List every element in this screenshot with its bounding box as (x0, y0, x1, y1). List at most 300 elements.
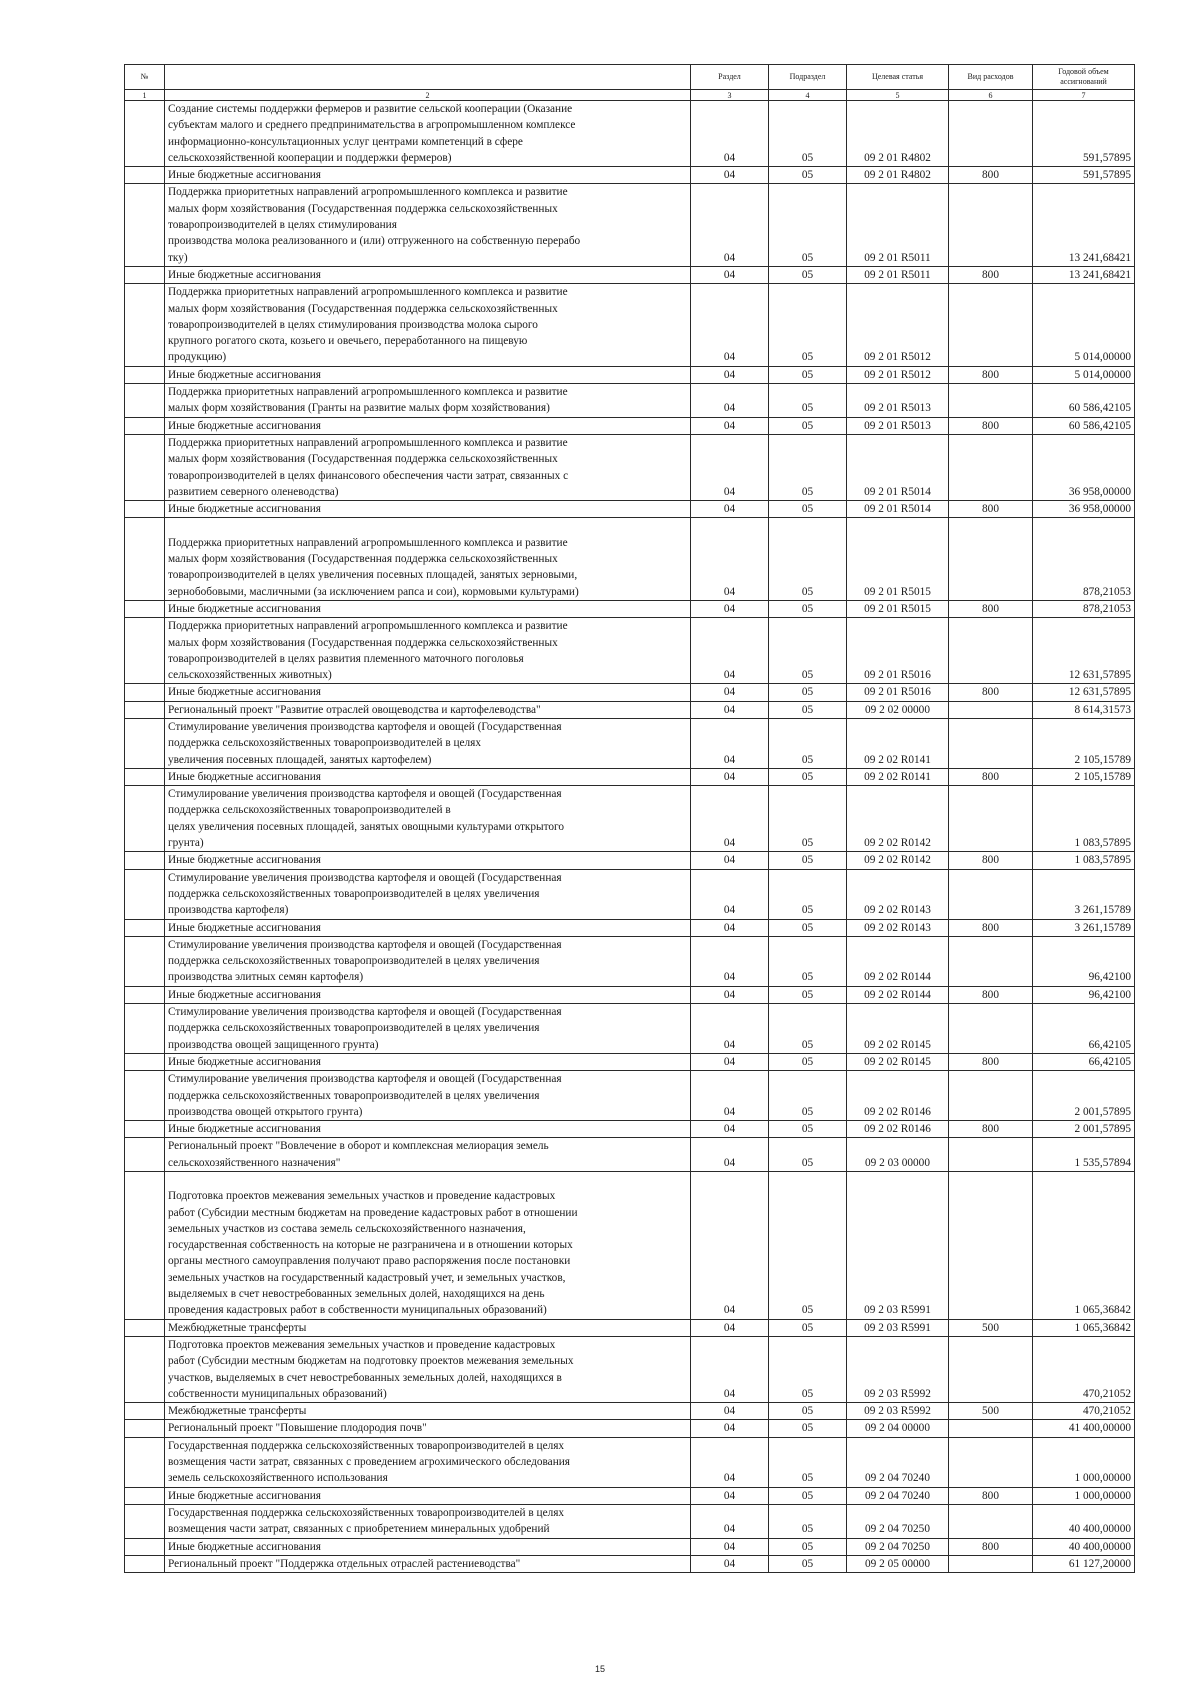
row-number-cell (125, 684, 165, 701)
row-name-cell: Иные бюджетные ассигнования (165, 1487, 691, 1504)
row-vid-cell (949, 1138, 1033, 1172)
row-podrazdel-cell: 05 (769, 366, 847, 383)
row-vid-cell: 800 (949, 417, 1033, 434)
row-amount-cell: 66,42105 (1033, 1004, 1135, 1054)
row-razdel-cell: 04 (691, 384, 769, 418)
row-podrazdel-cell: 05 (769, 1403, 847, 1420)
table-row (125, 1319, 1135, 1336)
row-target-cell: 09 2 01 R5015 (847, 518, 949, 600)
row-target-cell: 09 2 01 R5015 (847, 600, 949, 617)
table-row (125, 936, 1135, 986)
row-razdel-cell: 04 (691, 869, 769, 919)
row-target-cell: 09 2 01 R5013 (847, 417, 949, 434)
row-number-cell (125, 1336, 165, 1402)
row-vid-cell: 800 (949, 600, 1033, 617)
header-razdel: Раздел (691, 65, 769, 90)
row-name-cell: Создание системы поддержки фермеров и развитие сельской кооперации (Оказание субъектам малого и среднего предпринимательства в агропромышленном комплексе информационно-консультационных услуг центрами компетенций в сфере сельскохозяйственной кооперации и поддержки фермеров) (165, 101, 691, 167)
row-amount-cell: 61 127,20000 (1033, 1555, 1135, 1572)
table-row (125, 266, 1135, 283)
row-podrazdel-cell: 05 (769, 1487, 847, 1504)
row-podrazdel-cell: 05 (769, 1053, 847, 1070)
row-name-cell: Подготовка проектов межевания земельных участков и проведение кадастровых работ (Субсидии местным бюджетам на подготовку проектов межевания земельных участков, выделяемых в счет невостребованных земельных долей, находящихся в собственности муниципальных образований) (165, 1336, 691, 1402)
row-podrazdel-cell: 05 (769, 768, 847, 785)
row-name-cell: Государственная поддержка сельскохозяйственных товаропроизводителей в целях возмещения части затрат, связанных с проведением агрохимического обследования земель сельскохозяйственного использования (165, 1437, 691, 1487)
row-vid-cell (949, 936, 1033, 986)
row-podrazdel-cell: 05 (769, 434, 847, 500)
table-row (125, 1504, 1135, 1538)
row-amount-cell: 60 586,42105 (1033, 417, 1135, 434)
row-target-cell: 09 2 02 00000 (847, 701, 949, 718)
header-num-5: 5 (847, 90, 949, 101)
table-row (125, 1138, 1135, 1172)
row-name-cell: Иные бюджетные ассигнования (165, 1053, 691, 1070)
row-razdel-cell: 04 (691, 101, 769, 167)
row-name-cell: Региональный проект "Вовлечение в оборот и комплексная мелиорация земель сельскохозяйственного назначения" (165, 1138, 691, 1172)
table-row (125, 1071, 1135, 1121)
row-number-cell (125, 384, 165, 418)
row-vid-cell: 800 (949, 919, 1033, 936)
row-number-cell (125, 768, 165, 785)
row-target-cell: 09 2 04 70250 (847, 1538, 949, 1555)
row-podrazdel-cell: 05 (769, 618, 847, 684)
row-razdel-cell: 04 (691, 1487, 769, 1504)
row-podrazdel-cell: 05 (769, 786, 847, 852)
row-name-cell: Государственная поддержка сельскохозяйственных товаропроизводителей в целях возмещения части затрат, связанных с приобретением минеральных удобрений (165, 1504, 691, 1538)
table-row (125, 101, 1135, 167)
row-number-cell (125, 266, 165, 283)
table-header (125, 65, 1135, 101)
row-vid-cell: 500 (949, 1403, 1033, 1420)
row-target-cell: 09 2 02 R0144 (847, 936, 949, 986)
table-row (125, 1172, 1135, 1320)
row-number-cell (125, 600, 165, 617)
row-number-cell (125, 1437, 165, 1487)
table-row (125, 184, 1135, 266)
row-amount-cell: 470,21052 (1033, 1403, 1135, 1420)
row-vid-cell: 800 (949, 1053, 1033, 1070)
row-target-cell: 09 2 02 R0143 (847, 919, 949, 936)
row-amount-cell: 2 105,15789 (1033, 718, 1135, 768)
row-number-cell (125, 1487, 165, 1504)
table-row (125, 167, 1135, 184)
row-amount-cell: 12 631,57895 (1033, 684, 1135, 701)
row-amount-cell: 5 014,00000 (1033, 284, 1135, 366)
budget-table-sheet (124, 64, 1134, 1573)
row-podrazdel-cell: 05 (769, 101, 847, 167)
row-razdel-cell: 04 (691, 1053, 769, 1070)
row-razdel-cell: 04 (691, 167, 769, 184)
row-podrazdel-cell: 05 (769, 384, 847, 418)
row-podrazdel-cell: 05 (769, 1121, 847, 1138)
row-amount-cell: 2 001,57895 (1033, 1121, 1135, 1138)
row-podrazdel-cell: 05 (769, 701, 847, 718)
row-number-cell (125, 869, 165, 919)
row-vid-cell: 800 (949, 266, 1033, 283)
row-name-cell: Стимулирование увеличения производства картофеля и овощей (Государственная поддержка сельскохозяйственных товаропроизводителей в целях увеличения производства овощей защищенного грунта) (165, 1004, 691, 1054)
row-target-cell: 09 2 01 R5011 (847, 266, 949, 283)
row-number-cell (125, 184, 165, 266)
row-name-cell: Поддержка приоритетных направлений агропромышленного комплекса и развитие малых форм хозяйствования (Государственная поддержка сельскохозяйственных товаропроизводителей в целях финансового обеспечения части затрат, связанных с развитием северного оленеводства) (165, 434, 691, 500)
row-razdel-cell: 04 (691, 284, 769, 366)
table-row (125, 366, 1135, 383)
row-podrazdel-cell: 05 (769, 684, 847, 701)
table-row (125, 718, 1135, 768)
row-razdel-cell: 04 (691, 501, 769, 518)
row-target-cell: 09 2 02 R0144 (847, 986, 949, 1003)
row-razdel-cell: 04 (691, 919, 769, 936)
row-vid-cell (949, 434, 1033, 500)
row-target-cell: 09 2 05 00000 (847, 1555, 949, 1572)
row-vid-cell (949, 1504, 1033, 1538)
table-row (125, 501, 1135, 518)
row-number-cell (125, 1403, 165, 1420)
table-row (125, 1437, 1135, 1487)
row-vid-cell (949, 1420, 1033, 1437)
row-amount-cell: 12 631,57895 (1033, 618, 1135, 684)
row-name-cell: Иные бюджетные ассигнования (165, 986, 691, 1003)
row-podrazdel-cell: 05 (769, 1504, 847, 1538)
row-name-cell: Поддержка приоритетных направлений агропромышленного комплекса и развитие малых форм хозяйствования (Государственная поддержка сельскохозяйственных товаропроизводителей в целях развития племенного маточного поголовья сельскохозяйственных животных) (165, 618, 691, 684)
row-name-cell: Иные бюджетные ассигнования (165, 501, 691, 518)
row-vid-cell (949, 1336, 1033, 1402)
row-razdel-cell: 04 (691, 936, 769, 986)
row-podrazdel-cell: 05 (769, 1336, 847, 1402)
row-name-cell: Иные бюджетные ассигнования (165, 1538, 691, 1555)
row-number-cell (125, 518, 165, 600)
table-row (125, 600, 1135, 617)
row-razdel-cell: 04 (691, 718, 769, 768)
row-number-cell (125, 101, 165, 167)
row-number-cell (125, 618, 165, 684)
table-row (125, 1538, 1135, 1555)
header-amount: Годовой объем ассигнований (1033, 65, 1135, 90)
row-amount-cell: 36 958,00000 (1033, 501, 1135, 518)
row-vid-cell (949, 1004, 1033, 1054)
row-razdel-cell: 04 (691, 417, 769, 434)
row-podrazdel-cell: 05 (769, 986, 847, 1003)
row-razdel-cell: 04 (691, 1336, 769, 1402)
row-number-cell (125, 718, 165, 768)
row-number-cell (125, 1138, 165, 1172)
row-number-cell (125, 786, 165, 852)
row-target-cell: 09 2 01 R5014 (847, 434, 949, 500)
table-row (125, 701, 1135, 718)
row-amount-cell: 66,42105 (1033, 1053, 1135, 1070)
row-amount-cell: 96,42100 (1033, 986, 1135, 1003)
row-name-cell: Региональный проект "Поддержка отдельных отраслей растениеводства" (165, 1555, 691, 1572)
row-vid-cell (949, 718, 1033, 768)
table-row (125, 852, 1135, 869)
row-target-cell: 09 2 03 R5992 (847, 1403, 949, 1420)
row-target-cell: 09 2 01 R5013 (847, 384, 949, 418)
table-row (125, 684, 1135, 701)
row-vid-cell (949, 618, 1033, 684)
row-number-cell (125, 417, 165, 434)
row-name-cell: Подготовка проектов межевания земельных участков и проведение кадастровых работ (Субсидии местным бюджетам на проведение кадастровых работ в отношении земельных участков из состава земель сельскохозяйственного назначения, государственная собственность на которые не разграничена и в отношении которых органы местного самоуправления получают право распоряжения после постановки земельных участков на государственный кадастровый учет, и земельных участков, выделяемых в счет невостребованных земельных долей, находящихся на день проведения кадастровых работ в собственности муниципальных образований) (165, 1172, 691, 1320)
row-amount-cell: 878,21053 (1033, 600, 1135, 617)
row-amount-cell: 591,57895 (1033, 101, 1135, 167)
row-vid-cell (949, 518, 1033, 600)
row-number-cell (125, 434, 165, 500)
row-razdel-cell: 04 (691, 600, 769, 617)
row-amount-cell: 470,21052 (1033, 1336, 1135, 1402)
row-vid-cell (949, 384, 1033, 418)
row-vid-cell (949, 869, 1033, 919)
row-podrazdel-cell: 05 (769, 600, 847, 617)
row-amount-cell: 40 400,00000 (1033, 1538, 1135, 1555)
row-target-cell: 09 2 02 R0142 (847, 852, 949, 869)
table-row (125, 1403, 1135, 1420)
row-podrazdel-cell: 05 (769, 284, 847, 366)
row-number-cell (125, 986, 165, 1003)
row-amount-cell: 5 014,00000 (1033, 366, 1135, 383)
row-podrazdel-cell: 05 (769, 1538, 847, 1555)
table-row (125, 434, 1135, 500)
row-number-cell (125, 1504, 165, 1538)
table-row (125, 919, 1135, 936)
row-vid-cell: 800 (949, 684, 1033, 701)
header-num-7: 7 (1033, 90, 1135, 101)
row-target-cell: 09 2 01 R5016 (847, 618, 949, 684)
row-name-cell: Иные бюджетные ассигнования (165, 1121, 691, 1138)
row-name-cell: Иные бюджетные ассигнования (165, 366, 691, 383)
row-name-cell: Стимулирование увеличения производства картофеля и овощей (Государственная поддержка сельскохозяйственных товаропроизводителей в целях увеличения производства овощей открытого грунта) (165, 1071, 691, 1121)
row-target-cell: 09 2 02 R0143 (847, 869, 949, 919)
page-number: 15 (594, 1664, 605, 1674)
row-number-cell (125, 366, 165, 383)
row-razdel-cell: 04 (691, 1420, 769, 1437)
row-name-cell: Иные бюджетные ассигнования (165, 684, 691, 701)
row-name-cell: Поддержка приоритетных направлений агропромышленного комплекса и развитие малых форм хозяйствования (Государственная поддержка сельскохозяйственных товаропроизводителей в целях стимулирования производства молока реализованного и (или) отгруженного на собственную перерабо тку) (165, 184, 691, 266)
header-num-4: 4 (769, 90, 847, 101)
row-podrazdel-cell: 05 (769, 1071, 847, 1121)
row-podrazdel-cell: 05 (769, 417, 847, 434)
row-podrazdel-cell: 05 (769, 1555, 847, 1572)
row-vid-cell (949, 184, 1033, 266)
row-razdel-cell: 04 (691, 434, 769, 500)
row-target-cell: 09 2 03 R5992 (847, 1336, 949, 1402)
header-num-6: 6 (949, 90, 1033, 101)
row-number-cell (125, 1319, 165, 1336)
row-amount-cell: 40 400,00000 (1033, 1504, 1135, 1538)
row-razdel-cell: 04 (691, 1138, 769, 1172)
row-target-cell: 09 2 04 70240 (847, 1487, 949, 1504)
row-amount-cell: 878,21053 (1033, 518, 1135, 600)
row-number-cell (125, 167, 165, 184)
row-target-cell: 09 2 03 00000 (847, 1138, 949, 1172)
row-podrazdel-cell: 05 (769, 919, 847, 936)
row-amount-cell: 41 400,00000 (1033, 1420, 1135, 1437)
row-name-cell: Региональный проект "Повышение плодородия почв" (165, 1420, 691, 1437)
row-amount-cell: 1 000,00000 (1033, 1487, 1135, 1504)
table-row (125, 1121, 1135, 1138)
row-number-cell (125, 1420, 165, 1437)
row-amount-cell: 96,42100 (1033, 936, 1135, 986)
row-amount-cell: 3 261,15789 (1033, 869, 1135, 919)
row-number-cell (125, 701, 165, 718)
row-amount-cell: 3 261,15789 (1033, 919, 1135, 936)
row-razdel-cell: 04 (691, 1071, 769, 1121)
row-podrazdel-cell: 05 (769, 1138, 847, 1172)
row-number-cell (125, 1004, 165, 1054)
row-vid-cell (949, 1172, 1033, 1320)
row-razdel-cell: 04 (691, 684, 769, 701)
header-target: Целевая статья (847, 65, 949, 90)
row-name-cell: Поддержка приоритетных направлений агропромышленного комплекса и развитие малых форм хозяйствования (Государственная поддержка сельскохозяйственных товаропроизводителей в целях увеличения посевных площадей, занятых зерновыми, зернобобовыми, масличными (за исключением рапса и сои), кормовыми культурами) (165, 518, 691, 600)
row-number-cell (125, 1053, 165, 1070)
row-podrazdel-cell: 05 (769, 852, 847, 869)
row-amount-cell: 2 105,15789 (1033, 768, 1135, 785)
row-target-cell: 09 2 02 R0141 (847, 718, 949, 768)
row-number-cell (125, 936, 165, 986)
row-target-cell: 09 2 02 R0145 (847, 1053, 949, 1070)
row-vid-cell: 800 (949, 852, 1033, 869)
row-number-cell (125, 284, 165, 366)
row-vid-cell (949, 284, 1033, 366)
row-amount-cell: 13 241,68421 (1033, 184, 1135, 266)
row-target-cell: 09 2 02 R0146 (847, 1121, 949, 1138)
row-razdel-cell: 04 (691, 618, 769, 684)
row-vid-cell: 800 (949, 1538, 1033, 1555)
table-row (125, 986, 1135, 1003)
row-target-cell: 09 2 01 R5012 (847, 366, 949, 383)
row-vid-cell: 800 (949, 986, 1033, 1003)
row-target-cell: 09 2 01 R5014 (847, 501, 949, 518)
row-podrazdel-cell: 05 (769, 167, 847, 184)
table-row (125, 1004, 1135, 1054)
row-name-cell: Межбюджетные трансферты (165, 1319, 691, 1336)
row-vid-cell (949, 1437, 1033, 1487)
row-target-cell: 09 2 04 70240 (847, 1437, 949, 1487)
table-row (125, 768, 1135, 785)
row-name-cell: Иные бюджетные ассигнования (165, 852, 691, 869)
row-vid-cell: 800 (949, 501, 1033, 518)
row-number-cell (125, 919, 165, 936)
row-amount-cell: 591,57895 (1033, 167, 1135, 184)
row-razdel-cell: 04 (691, 1555, 769, 1572)
row-amount-cell: 36 958,00000 (1033, 434, 1135, 500)
row-name-cell: Поддержка приоритетных направлений агропромышленного комплекса и развитие малых форм хозяйствования (Гранты на развитие малых форм хозяйствования) (165, 384, 691, 418)
header-podrazdel: Подраздел (769, 65, 847, 90)
row-amount-cell: 1 535,57894 (1033, 1138, 1135, 1172)
row-vid-cell (949, 786, 1033, 852)
row-podrazdel-cell: 05 (769, 1319, 847, 1336)
row-number-cell (125, 1555, 165, 1572)
row-razdel-cell: 04 (691, 852, 769, 869)
row-podrazdel-cell: 05 (769, 501, 847, 518)
row-amount-cell: 1 000,00000 (1033, 1437, 1135, 1487)
row-vid-cell: 800 (949, 366, 1033, 383)
row-razdel-cell: 04 (691, 1121, 769, 1138)
row-vid-cell: 500 (949, 1319, 1033, 1336)
row-podrazdel-cell: 05 (769, 936, 847, 986)
row-vid-cell (949, 101, 1033, 167)
row-podrazdel-cell: 05 (769, 1420, 847, 1437)
row-podrazdel-cell: 05 (769, 184, 847, 266)
row-target-cell: 09 2 02 R0142 (847, 786, 949, 852)
row-amount-cell: 1 065,36842 (1033, 1172, 1135, 1320)
table-row (125, 1053, 1135, 1070)
row-name-cell: Иные бюджетные ассигнования (165, 417, 691, 434)
row-razdel-cell: 04 (691, 1538, 769, 1555)
table-row (125, 1336, 1135, 1402)
row-number-cell (125, 852, 165, 869)
row-podrazdel-cell: 05 (769, 266, 847, 283)
row-razdel-cell: 04 (691, 1172, 769, 1320)
row-razdel-cell: 04 (691, 518, 769, 600)
row-podrazdel-cell: 05 (769, 718, 847, 768)
row-vid-cell (949, 1555, 1033, 1572)
table-row (125, 518, 1135, 600)
row-vid-cell (949, 1071, 1033, 1121)
row-razdel-cell: 04 (691, 701, 769, 718)
row-target-cell: 09 2 04 00000 (847, 1420, 949, 1437)
row-number-cell (125, 1121, 165, 1138)
row-target-cell: 09 2 01 R4802 (847, 101, 949, 167)
header-number: № (125, 65, 165, 90)
table-row (125, 1420, 1135, 1437)
row-target-cell: 09 2 02 R0141 (847, 768, 949, 785)
row-number-cell (125, 1538, 165, 1555)
row-target-cell: 09 2 03 R5991 (847, 1172, 949, 1320)
row-vid-cell: 800 (949, 1487, 1033, 1504)
header-num-2: 2 (165, 90, 691, 101)
row-vid-cell: 800 (949, 1121, 1033, 1138)
row-name-cell: Иные бюджетные ассигнования (165, 919, 691, 936)
row-podrazdel-cell: 05 (769, 869, 847, 919)
row-razdel-cell: 04 (691, 1437, 769, 1487)
row-razdel-cell: 04 (691, 266, 769, 283)
row-razdel-cell: 04 (691, 184, 769, 266)
row-razdel-cell: 04 (691, 768, 769, 785)
header-num-3: 3 (691, 90, 769, 101)
row-amount-cell: 60 586,42105 (1033, 384, 1135, 418)
row-razdel-cell: 04 (691, 1004, 769, 1054)
row-name-cell: Поддержка приоритетных направлений агропромышленного комплекса и развитие малых форм хозяйствования (Государственная поддержка сельскохозяйственных товаропроизводителей в целях стимулирования производства молока сырого крупного рогатого скота, козьего и овечьего, переработанного на пищевую продукцию) (165, 284, 691, 366)
row-target-cell: 09 2 04 70250 (847, 1504, 949, 1538)
row-amount-cell: 1 083,57895 (1033, 786, 1135, 852)
row-target-cell: 09 2 01 R5012 (847, 284, 949, 366)
row-number-cell (125, 1172, 165, 1320)
row-target-cell: 09 2 03 R5991 (847, 1319, 949, 1336)
row-podrazdel-cell: 05 (769, 1437, 847, 1487)
budget-table (124, 64, 1135, 1573)
row-target-cell: 09 2 02 R0146 (847, 1071, 949, 1121)
row-razdel-cell: 04 (691, 1403, 769, 1420)
table-row (125, 417, 1135, 434)
row-target-cell: 09 2 01 R5016 (847, 684, 949, 701)
row-vid-cell: 800 (949, 768, 1033, 785)
row-number-cell (125, 501, 165, 518)
table-row (125, 384, 1135, 418)
row-name-cell: Межбюджетные трансферты (165, 1403, 691, 1420)
row-razdel-cell: 04 (691, 366, 769, 383)
row-amount-cell: 2 001,57895 (1033, 1071, 1135, 1121)
table-row (125, 786, 1135, 852)
row-amount-cell: 1 083,57895 (1033, 852, 1135, 869)
row-amount-cell: 13 241,68421 (1033, 266, 1135, 283)
row-podrazdel-cell: 05 (769, 518, 847, 600)
table-row (125, 618, 1135, 684)
row-razdel-cell: 04 (691, 786, 769, 852)
row-podrazdel-cell: 05 (769, 1004, 847, 1054)
table-row (125, 1487, 1135, 1504)
row-name-cell: Иные бюджетные ассигнования (165, 266, 691, 283)
row-vid-cell (949, 701, 1033, 718)
table-body (125, 101, 1135, 1573)
row-razdel-cell: 04 (691, 1319, 769, 1336)
row-name-cell: Стимулирование увеличения производства картофеля и овощей (Государственная поддержка сельскохозяйственных товаропроизводителей в целях увеличения посевных площадей, занятых овощными культурами открытого грунта) (165, 786, 691, 852)
